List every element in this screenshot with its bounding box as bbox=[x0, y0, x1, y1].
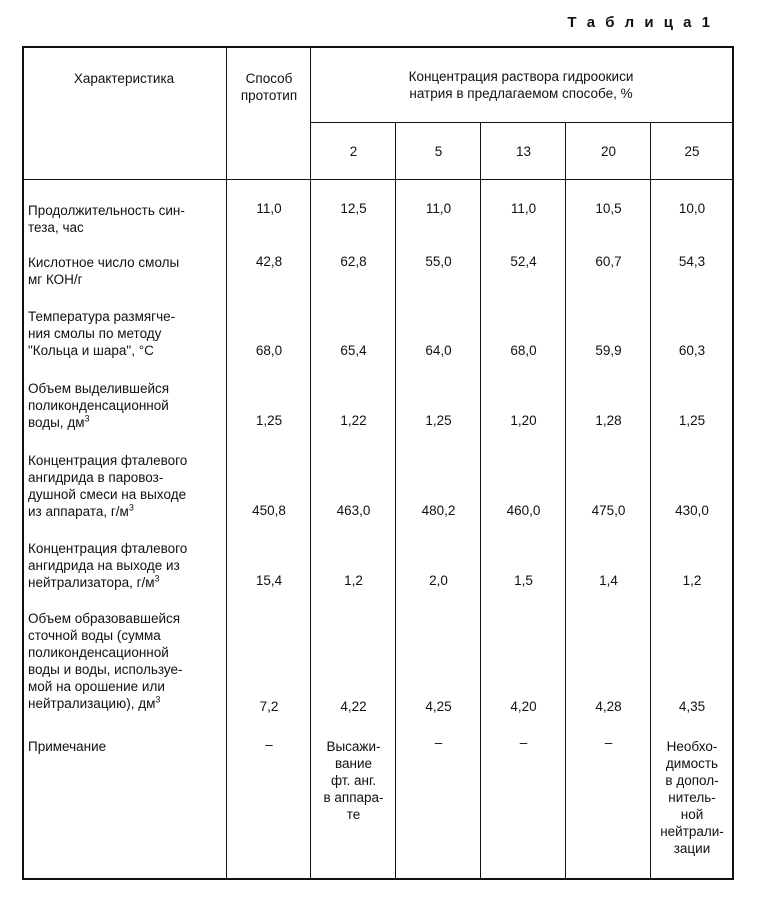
row-label-polycond-water: Объем выделившейся поликонденсационной воды, $дм^3$ bbox=[28, 381, 170, 430]
cell-acid-20: 60,7 bbox=[595, 254, 622, 269]
cell-note-13: – bbox=[519, 735, 528, 750]
cell-acid-prototype: 42,8 bbox=[255, 254, 283, 269]
cell-anh-neu-prototype: 15,4 bbox=[255, 573, 283, 588]
header-concentration: Концентрация раствора гидроокиси натрия в предлагаемом способе, % bbox=[408, 69, 634, 101]
cell-waste-5: 4,25 bbox=[425, 699, 452, 714]
col-divider-3 bbox=[395, 122, 396, 878]
row-label-softening-temp: Температура размягче- ния смолы по методу "Кольца и шара", °С bbox=[28, 309, 176, 358]
row-label-waste-water: Объем образовавшейся сточной воды (сумма поликонденсационной воды и воды, используе- мой на орошение или нейтрализацию), $дм^3$ bbox=[28, 611, 183, 711]
col-divider-4 bbox=[480, 122, 481, 878]
cell-waste-prototype: 7,2 bbox=[259, 699, 279, 714]
cell-softening-20: 59,9 bbox=[595, 343, 622, 358]
cell-anh-app-2: 463,0 bbox=[336, 503, 371, 518]
cell-note-25: Необхо- димость в допол- нитель- ной нейтрали- зации bbox=[660, 739, 724, 856]
cell-waste-2: 4,22 bbox=[340, 699, 367, 714]
cell-polycond-prototype: 1,25 bbox=[255, 413, 283, 428]
cell-duration-5: 11,0 bbox=[425, 201, 452, 216]
header-divider bbox=[24, 179, 732, 180]
header-conc-5: 5 bbox=[434, 144, 443, 159]
header-conc-20: 20 bbox=[600, 144, 617, 159]
cell-anh-neu-5: 2,0 bbox=[429, 573, 448, 588]
cell-note-5: – bbox=[434, 735, 443, 750]
cell-anh-app-5: 480,2 bbox=[421, 503, 456, 518]
col-divider-1 bbox=[226, 48, 227, 878]
cell-polycond-20: 1,28 bbox=[595, 413, 622, 428]
cell-waste-25: 4,35 bbox=[678, 699, 706, 714]
cell-polycond-25: 1,25 bbox=[678, 413, 706, 428]
data-table bbox=[22, 46, 734, 880]
cell-softening-13: 68,0 bbox=[510, 343, 537, 358]
row-label-note: Примечание bbox=[28, 739, 107, 754]
col-divider-2 bbox=[310, 48, 311, 878]
col-divider-6 bbox=[650, 122, 651, 878]
cell-waste-13: 4,20 bbox=[510, 699, 537, 714]
header-sub-divider bbox=[311, 122, 732, 123]
unit-celsius: °С bbox=[138, 343, 154, 358]
row-label-acid-number: Кислотное число смолы мг КОН/г bbox=[28, 255, 180, 287]
cell-anh-app-25: 430,0 bbox=[675, 503, 709, 518]
cell-acid-2: 62,8 bbox=[340, 254, 367, 269]
header-conc-13: 13 bbox=[515, 144, 532, 159]
cell-softening-prototype: 68,0 bbox=[255, 343, 283, 358]
cell-anh-app-prototype: 450,8 bbox=[252, 503, 286, 518]
row-label-duration: Продолжительность син- теза, час bbox=[28, 203, 185, 235]
cell-polycond-2: 1,22 bbox=[340, 413, 367, 428]
cell-acid-25: 54,3 bbox=[678, 254, 706, 269]
cell-polycond-13: 1,20 bbox=[510, 413, 537, 428]
cell-polycond-5: 1,25 bbox=[425, 413, 452, 428]
header-prototype: Способ прототип bbox=[240, 71, 298, 103]
row-label-anhydride-neutralizer: Концентрация фталевого ангидрида на выходе из нейтрализатора, $г/м^3$ bbox=[28, 541, 188, 590]
cell-duration-20: 10,5 bbox=[595, 201, 622, 216]
cell-acid-13: 52,4 bbox=[510, 254, 537, 269]
cell-anh-neu-13: 1,5 bbox=[514, 573, 533, 588]
cell-duration-prototype: 11,0 bbox=[256, 201, 282, 216]
cell-duration-2: 12,5 bbox=[340, 201, 367, 216]
cell-softening-2: 65,4 bbox=[340, 343, 367, 358]
cell-softening-25: 60,3 bbox=[678, 343, 706, 358]
cell-acid-5: 55,0 bbox=[425, 254, 452, 269]
cell-duration-25: 10,0 bbox=[678, 201, 706, 216]
cell-waste-20: 4,28 bbox=[595, 699, 622, 714]
cell-duration-13: 11,0 bbox=[510, 201, 537, 216]
cell-anh-app-20: 475,0 bbox=[591, 503, 626, 518]
cell-anh-neu-2: 1,2 bbox=[344, 573, 363, 588]
cell-anh-neu-20: 1,4 bbox=[599, 573, 618, 588]
header-conc-25: 25 bbox=[684, 144, 700, 159]
table-caption: Т а б л и ц а 1 bbox=[567, 14, 713, 31]
col-divider-5 bbox=[565, 122, 566, 878]
cell-note-20: – bbox=[604, 735, 613, 750]
cell-softening-5: 64,0 bbox=[425, 343, 452, 358]
cell-note-2: Высажи- вание фт. анг. в аппара- те bbox=[323, 739, 384, 822]
header-characteristic: Характеристика bbox=[73, 71, 175, 86]
cell-anh-app-13: 460,0 bbox=[506, 503, 541, 518]
cell-anh-neu-25: 1,2 bbox=[682, 573, 702, 588]
row-label-anhydride-apparatus: Концентрация фталевого ангидрида в паровоз- душной смеси на выходе из аппарата, $г/м^3$ bbox=[28, 453, 188, 519]
cell-note-prototype: – bbox=[265, 737, 273, 752]
header-conc-2: 2 bbox=[349, 144, 358, 159]
